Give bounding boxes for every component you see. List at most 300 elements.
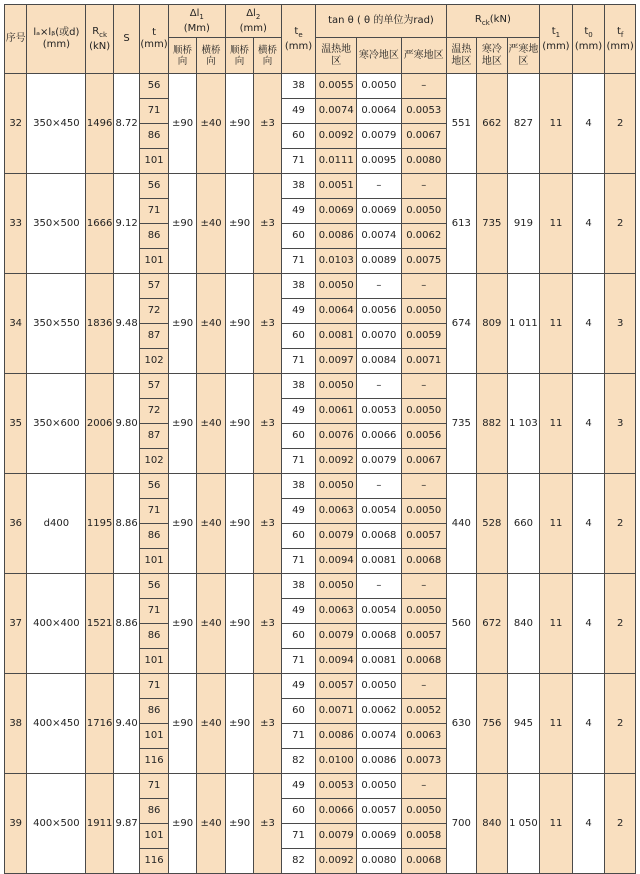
header-tf-subscript: f xyxy=(620,30,624,39)
table-row xyxy=(5,374,636,399)
cell-s: 9.48 xyxy=(113,274,139,374)
cell-tan-warm: 0.0111 xyxy=(316,149,357,174)
cell-t: 101 xyxy=(140,649,168,674)
header-t1-symbol: t xyxy=(551,25,556,37)
header-dl1-unit: (Mm) xyxy=(183,22,210,34)
cell-t0: 4 xyxy=(572,174,605,274)
cell-r-severe: 919 xyxy=(507,174,540,274)
cell-tan-severe: 0.0068 xyxy=(401,849,446,874)
cell-tan-warm: 0.0076 xyxy=(316,424,357,449)
cell-tan-severe: 0.0050 xyxy=(401,799,446,824)
cell-s: 9.40 xyxy=(113,674,139,774)
cell-tan-severe: 0.0050 xyxy=(401,499,446,524)
cell-dl1-across: ±40 xyxy=(197,774,226,874)
cell-tan-warm: 0.0092 xyxy=(316,449,357,474)
header-size xyxy=(27,5,86,74)
cell-r-cold: 809 xyxy=(477,274,508,374)
cell-r-warm: 440 xyxy=(446,474,477,574)
cell-te: 38 xyxy=(281,274,316,299)
cell-te: 71 xyxy=(281,824,316,849)
cell-te: 60 xyxy=(281,624,316,649)
cell-size: 350×500 xyxy=(27,174,86,274)
cell-tan-warm: 0.0055 xyxy=(316,74,357,99)
cell-size: 350×450 xyxy=(27,74,86,174)
cell-tan-severe: – xyxy=(401,74,446,99)
cell-dl2-across: ±3 xyxy=(254,774,281,874)
cell-size: 400×500 xyxy=(27,774,86,874)
cell-dl2-along: ±90 xyxy=(225,374,253,474)
cell-tan-warm: 0.0092 xyxy=(316,124,357,149)
cell-dl1-across: ±40 xyxy=(197,474,226,574)
cell-tan-warm: 0.0050 xyxy=(316,274,357,299)
cell-tf: 2 xyxy=(605,174,636,274)
cell-tan-cold: 0.0050 xyxy=(357,674,402,699)
cell-te: 82 xyxy=(281,849,316,874)
header-t-symbol: t xyxy=(152,27,157,38)
cell-dl1-across: ±40 xyxy=(197,574,226,674)
cell-r-cold: 662 xyxy=(477,74,508,174)
header-dl2-along: 顺桥向 xyxy=(225,38,253,74)
cell-t: 56 xyxy=(140,474,168,499)
cell-t: 87 xyxy=(140,424,168,449)
header-te-unit: (mm) xyxy=(284,40,313,52)
cell-rck: 1716 xyxy=(86,674,113,774)
header-tf-unit: (mm) xyxy=(606,40,634,52)
cell-rck: 1666 xyxy=(86,174,113,274)
cell-dl1-along: ±90 xyxy=(168,674,196,774)
cell-tan-warm: 0.0050 xyxy=(316,474,357,499)
cell-rck: 1496 xyxy=(86,74,113,174)
cell-rck: 1836 xyxy=(86,274,113,374)
cell-t: 71 xyxy=(140,199,168,224)
cell-r-cold: 528 xyxy=(477,474,508,574)
cell-tan-cold: – xyxy=(357,574,402,599)
cell-r-warm: 613 xyxy=(446,174,477,274)
header-te-symbol: t xyxy=(294,25,299,37)
cell-t1: 11 xyxy=(540,674,573,774)
header-rck-subscript: ck xyxy=(99,30,108,39)
cell-tan-warm: 0.0079 xyxy=(316,824,357,849)
cell-s: 8.72 xyxy=(113,74,139,174)
cell-r-warm: 735 xyxy=(446,374,477,474)
cell-dl2-along: ±90 xyxy=(225,174,253,274)
cell-tan-severe: 0.0050 xyxy=(401,199,446,224)
cell-t: 71 xyxy=(140,99,168,124)
cell-te: 71 xyxy=(281,724,316,749)
header-s: S xyxy=(113,5,139,74)
cell-tan-severe: – xyxy=(401,674,446,699)
cell-tan-cold: 0.0086 xyxy=(357,749,402,774)
header-t0-subscript: 0 xyxy=(588,30,593,39)
cell-t0: 4 xyxy=(572,674,605,774)
cell-tan-warm: 0.0092 xyxy=(316,849,357,874)
header-dl1-subscript: 1 xyxy=(199,12,204,21)
cell-te: 49 xyxy=(281,99,316,124)
cell-t1: 11 xyxy=(540,774,573,874)
cell-tan-severe: 0.0073 xyxy=(401,749,446,774)
cell-tan-warm: 0.0063 xyxy=(316,599,357,624)
cell-te: 71 xyxy=(281,349,316,374)
header-rck xyxy=(86,5,113,74)
header-dl1-along: 顺桥向 xyxy=(168,38,196,74)
cell-tan-cold: 0.0062 xyxy=(357,699,402,724)
cell-tan-cold: – xyxy=(357,474,402,499)
cell-te: 71 xyxy=(281,649,316,674)
cell-te: 60 xyxy=(281,224,316,249)
cell-t1: 11 xyxy=(540,74,573,174)
cell-r-severe: 1 103 xyxy=(507,374,540,474)
table-row xyxy=(5,474,636,499)
cell-tan-cold: 0.0084 xyxy=(357,349,402,374)
cell-tan-severe: 0.0050 xyxy=(401,599,446,624)
cell-t1: 11 xyxy=(540,474,573,574)
cell-te: 60 xyxy=(281,699,316,724)
header-t0-unit: (mm) xyxy=(574,40,603,52)
cell-t: 101 xyxy=(140,824,168,849)
cell-t: 71 xyxy=(140,774,168,799)
header-rck2-symbol: R xyxy=(474,13,482,25)
cell-tan-cold: 0.0070 xyxy=(357,324,402,349)
cell-size: 400×450 xyxy=(27,674,86,774)
cell-t: 56 xyxy=(140,574,168,599)
header-te-subscript: e xyxy=(298,30,303,39)
cell-dl1-along: ±90 xyxy=(168,74,196,174)
cell-tan-cold: 0.0080 xyxy=(357,849,402,874)
cell-tan-warm: 0.0079 xyxy=(316,624,357,649)
bearing-spec-table xyxy=(4,4,636,874)
cell-tan-warm: 0.0097 xyxy=(316,349,357,374)
cell-t0: 4 xyxy=(572,774,605,874)
cell-t: 86 xyxy=(140,524,168,549)
cell-seq: 36 xyxy=(5,474,27,574)
cell-r-severe: 1 011 xyxy=(507,274,540,374)
cell-te: 60 xyxy=(281,799,316,824)
cell-tan-cold: 0.0050 xyxy=(357,74,402,99)
cell-t: 71 xyxy=(140,599,168,624)
cell-te: 49 xyxy=(281,674,316,699)
cell-tan-cold: – xyxy=(357,174,402,199)
cell-dl2-across: ±3 xyxy=(254,474,281,574)
cell-rck: 1911 xyxy=(86,774,113,874)
cell-tan-cold: 0.0079 xyxy=(357,449,402,474)
table-container xyxy=(4,4,636,874)
table-row xyxy=(5,674,636,699)
cell-te: 60 xyxy=(281,324,316,349)
header-size-unit: (mm) xyxy=(42,39,71,50)
cell-rck: 1195 xyxy=(86,474,113,574)
cell-t: 86 xyxy=(140,799,168,824)
header-dl2-subscript: 2 xyxy=(255,12,261,21)
cell-dl1-along: ±90 xyxy=(168,374,196,474)
cell-s: 9.80 xyxy=(113,374,139,474)
cell-t0: 4 xyxy=(572,74,605,174)
cell-tf: 2 xyxy=(605,474,636,574)
cell-tan-severe: 0.0050 xyxy=(401,399,446,424)
cell-tan-warm: 0.0103 xyxy=(316,249,357,274)
cell-te: 60 xyxy=(281,524,316,549)
header-rck2-unit: (kN) xyxy=(489,13,511,25)
cell-te: 71 xyxy=(281,449,316,474)
cell-tan-cold: 0.0053 xyxy=(357,399,402,424)
cell-s: 8.86 xyxy=(113,474,139,574)
header-r-warm: 温热地区 xyxy=(446,38,477,74)
cell-t: 72 xyxy=(140,399,168,424)
cell-t: 56 xyxy=(140,74,168,99)
cell-te: 38 xyxy=(281,174,316,199)
cell-tf: 2 xyxy=(605,774,636,874)
cell-tan-cold: – xyxy=(357,274,402,299)
header-dl2 xyxy=(225,5,281,38)
cell-seq: 32 xyxy=(5,74,27,174)
cell-tan-warm: 0.0064 xyxy=(316,299,357,324)
cell-tan-warm: 0.0061 xyxy=(316,399,357,424)
cell-te: 71 xyxy=(281,549,316,574)
cell-t: 57 xyxy=(140,274,168,299)
cell-r-severe: 945 xyxy=(507,674,540,774)
cell-r-warm: 700 xyxy=(446,774,477,874)
header-t-unit: (mm) xyxy=(140,39,168,50)
cell-tan-warm: 0.0050 xyxy=(316,374,357,399)
cell-tan-severe: – xyxy=(401,274,446,299)
cell-dl2-across: ±3 xyxy=(254,574,281,674)
cell-rck: 2006 xyxy=(86,374,113,474)
cell-r-cold: 756 xyxy=(477,674,508,774)
cell-tan-severe: 0.0057 xyxy=(401,624,446,649)
header-dl2-unit: (mm) xyxy=(239,22,267,34)
cell-r-warm: 674 xyxy=(446,274,477,374)
cell-t: 101 xyxy=(140,724,168,749)
cell-tan-warm: 0.0069 xyxy=(316,199,357,224)
header-dl1-symbol: Δl xyxy=(189,7,200,19)
cell-tan-warm: 0.0081 xyxy=(316,324,357,349)
cell-tf: 3 xyxy=(605,274,636,374)
cell-tan-warm: 0.0050 xyxy=(316,574,357,599)
cell-dl2-along: ±90 xyxy=(225,574,253,674)
cell-tf: 2 xyxy=(605,674,636,774)
cell-dl1-across: ±40 xyxy=(197,674,226,774)
header-tan-warm: 温热地区 xyxy=(316,38,357,74)
cell-tan-severe: 0.0062 xyxy=(401,224,446,249)
cell-tf: 2 xyxy=(605,74,636,174)
cell-t: 87 xyxy=(140,324,168,349)
cell-t0: 4 xyxy=(572,474,605,574)
cell-te: 49 xyxy=(281,499,316,524)
cell-te: 49 xyxy=(281,599,316,624)
cell-t: 86 xyxy=(140,624,168,649)
cell-t1: 11 xyxy=(540,574,573,674)
header-seq: 序号 xyxy=(5,5,27,74)
cell-tan-warm: 0.0074 xyxy=(316,99,357,124)
cell-tan-severe: – xyxy=(401,474,446,499)
header-rck2 xyxy=(446,5,540,38)
cell-te: 38 xyxy=(281,74,316,99)
table-row xyxy=(5,74,636,99)
cell-tan-warm: 0.0094 xyxy=(316,649,357,674)
header-t1-subscript: 1 xyxy=(555,30,561,39)
cell-tan-cold: 0.0068 xyxy=(357,624,402,649)
cell-tan-severe: – xyxy=(401,174,446,199)
cell-t0: 4 xyxy=(572,374,605,474)
cell-te: 38 xyxy=(281,374,316,399)
cell-r-warm: 560 xyxy=(446,574,477,674)
cell-dl2-across: ±3 xyxy=(254,74,281,174)
header-tf xyxy=(605,5,636,74)
cell-tan-warm: 0.0100 xyxy=(316,749,357,774)
cell-tan-severe: 0.0052 xyxy=(401,699,446,724)
cell-tan-severe: – xyxy=(401,374,446,399)
cell-seq: 39 xyxy=(5,774,27,874)
cell-tan-cold: 0.0081 xyxy=(357,649,402,674)
cell-r-cold: 735 xyxy=(477,174,508,274)
header-size-label: lₐ×lᵦ(或d) xyxy=(33,27,80,38)
cell-dl1-across: ±40 xyxy=(197,174,226,274)
cell-r-cold: 672 xyxy=(477,574,508,674)
cell-tan-cold: 0.0068 xyxy=(357,524,402,549)
cell-t: 72 xyxy=(140,299,168,324)
cell-dl2-along: ±90 xyxy=(225,774,253,874)
cell-dl1-across: ±40 xyxy=(197,74,226,174)
cell-t: 71 xyxy=(140,499,168,524)
cell-size: 350×550 xyxy=(27,274,86,374)
cell-t: 86 xyxy=(140,124,168,149)
cell-dl2-along: ±90 xyxy=(225,474,253,574)
header-tan-cold: 寒冷地区 xyxy=(357,38,402,74)
cell-tan-cold: 0.0066 xyxy=(357,424,402,449)
cell-tan-severe: 0.0059 xyxy=(401,324,446,349)
cell-tan-cold: 0.0095 xyxy=(357,149,402,174)
header-dl2-symbol: Δl xyxy=(246,7,256,19)
cell-size: 350×600 xyxy=(27,374,86,474)
cell-dl1-along: ±90 xyxy=(168,174,196,274)
cell-tan-cold: 0.0054 xyxy=(357,499,402,524)
cell-s: 9.87 xyxy=(113,774,139,874)
cell-tan-warm: 0.0079 xyxy=(316,524,357,549)
header-t xyxy=(140,5,168,74)
table-row xyxy=(5,174,636,199)
cell-r-warm: 551 xyxy=(446,74,477,174)
header-tf-symbol: t xyxy=(616,25,621,37)
cell-tan-warm: 0.0086 xyxy=(316,724,357,749)
cell-r-severe: 660 xyxy=(507,474,540,574)
cell-size: d400 xyxy=(27,474,86,574)
header-rck-symbol: R xyxy=(92,25,100,37)
cell-t: 116 xyxy=(140,749,168,774)
cell-tan-cold: 0.0089 xyxy=(357,249,402,274)
cell-r-severe: 827 xyxy=(507,74,540,174)
cell-tan-cold: 0.0074 xyxy=(357,224,402,249)
cell-tan-cold: 0.0074 xyxy=(357,724,402,749)
cell-t: 116 xyxy=(140,849,168,874)
cell-dl2-across: ±3 xyxy=(254,174,281,274)
cell-t1: 11 xyxy=(540,274,573,374)
cell-size: 400×400 xyxy=(27,574,86,674)
cell-tan-warm: 0.0071 xyxy=(316,699,357,724)
table-row xyxy=(5,774,636,799)
cell-t0: 4 xyxy=(572,274,605,374)
header-tan-severe: 严寒地区 xyxy=(401,38,446,74)
cell-t: 86 xyxy=(140,699,168,724)
cell-r-cold: 840 xyxy=(477,774,508,874)
cell-te: 60 xyxy=(281,124,316,149)
header-t0 xyxy=(572,5,605,74)
cell-t: 57 xyxy=(140,374,168,399)
cell-tan-warm: 0.0063 xyxy=(316,499,357,524)
cell-r-severe: 1 050 xyxy=(507,774,540,874)
header-rck2-subscript: ck xyxy=(481,18,490,27)
cell-te: 49 xyxy=(281,774,316,799)
cell-r-warm: 630 xyxy=(446,674,477,774)
cell-te: 71 xyxy=(281,249,316,274)
cell-dl2-across: ±3 xyxy=(254,374,281,474)
cell-tan-cold: 0.0064 xyxy=(357,99,402,124)
cell-tan-cold: 0.0069 xyxy=(357,199,402,224)
cell-tan-cold: 0.0069 xyxy=(357,824,402,849)
cell-seq: 33 xyxy=(5,174,27,274)
cell-tan-severe: 0.0071 xyxy=(401,349,446,374)
header-t1 xyxy=(540,5,573,74)
cell-t: 102 xyxy=(140,349,168,374)
cell-tan-cold: 0.0054 xyxy=(357,599,402,624)
cell-te: 49 xyxy=(281,199,316,224)
cell-dl2-along: ±90 xyxy=(225,674,253,774)
cell-t: 71 xyxy=(140,674,168,699)
cell-r-severe: 840 xyxy=(507,574,540,674)
cell-te: 38 xyxy=(281,574,316,599)
cell-tan-severe: 0.0067 xyxy=(401,124,446,149)
cell-te: 49 xyxy=(281,399,316,424)
header-dl1 xyxy=(168,5,225,38)
cell-tf: 3 xyxy=(605,374,636,474)
cell-t: 101 xyxy=(140,249,168,274)
cell-dl1-across: ±40 xyxy=(197,374,226,474)
cell-tan-cold: – xyxy=(357,374,402,399)
cell-dl1-along: ±90 xyxy=(168,474,196,574)
cell-tan-cold: 0.0050 xyxy=(357,774,402,799)
header-t1-unit: (mm) xyxy=(542,40,570,52)
cell-seq: 35 xyxy=(5,374,27,474)
cell-t0: 4 xyxy=(572,574,605,674)
cell-dl2-along: ±90 xyxy=(225,274,253,374)
cell-te: 49 xyxy=(281,299,316,324)
cell-t: 56 xyxy=(140,174,168,199)
cell-tan-warm: 0.0094 xyxy=(316,549,357,574)
cell-tan-severe: 0.0057 xyxy=(401,524,446,549)
cell-tan-severe: 0.0068 xyxy=(401,649,446,674)
cell-te: 60 xyxy=(281,424,316,449)
cell-tan-severe: 0.0053 xyxy=(401,99,446,124)
cell-tan-cold: 0.0079 xyxy=(357,124,402,149)
cell-dl1-across: ±40 xyxy=(197,274,226,374)
cell-dl2-along: ±90 xyxy=(225,74,253,174)
cell-r-cold: 882 xyxy=(477,374,508,474)
cell-t: 101 xyxy=(140,549,168,574)
cell-te: 38 xyxy=(281,474,316,499)
cell-tan-severe: – xyxy=(401,574,446,599)
header-r-cold: 寒冷地区 xyxy=(477,38,508,74)
cell-tan-warm: 0.0086 xyxy=(316,224,357,249)
cell-dl1-along: ±90 xyxy=(168,774,196,874)
table-row xyxy=(5,274,636,299)
header-te xyxy=(281,5,316,74)
cell-tan-severe: 0.0058 xyxy=(401,824,446,849)
cell-t1: 11 xyxy=(540,374,573,474)
cell-rck: 1521 xyxy=(86,574,113,674)
cell-seq: 38 xyxy=(5,674,27,774)
cell-s: 9.12 xyxy=(113,174,139,274)
header-r-severe: 严寒地区 xyxy=(507,38,540,74)
header-dl1-across: 横桥向 xyxy=(197,38,226,74)
header-dl2-across: 横桥向 xyxy=(254,38,281,74)
